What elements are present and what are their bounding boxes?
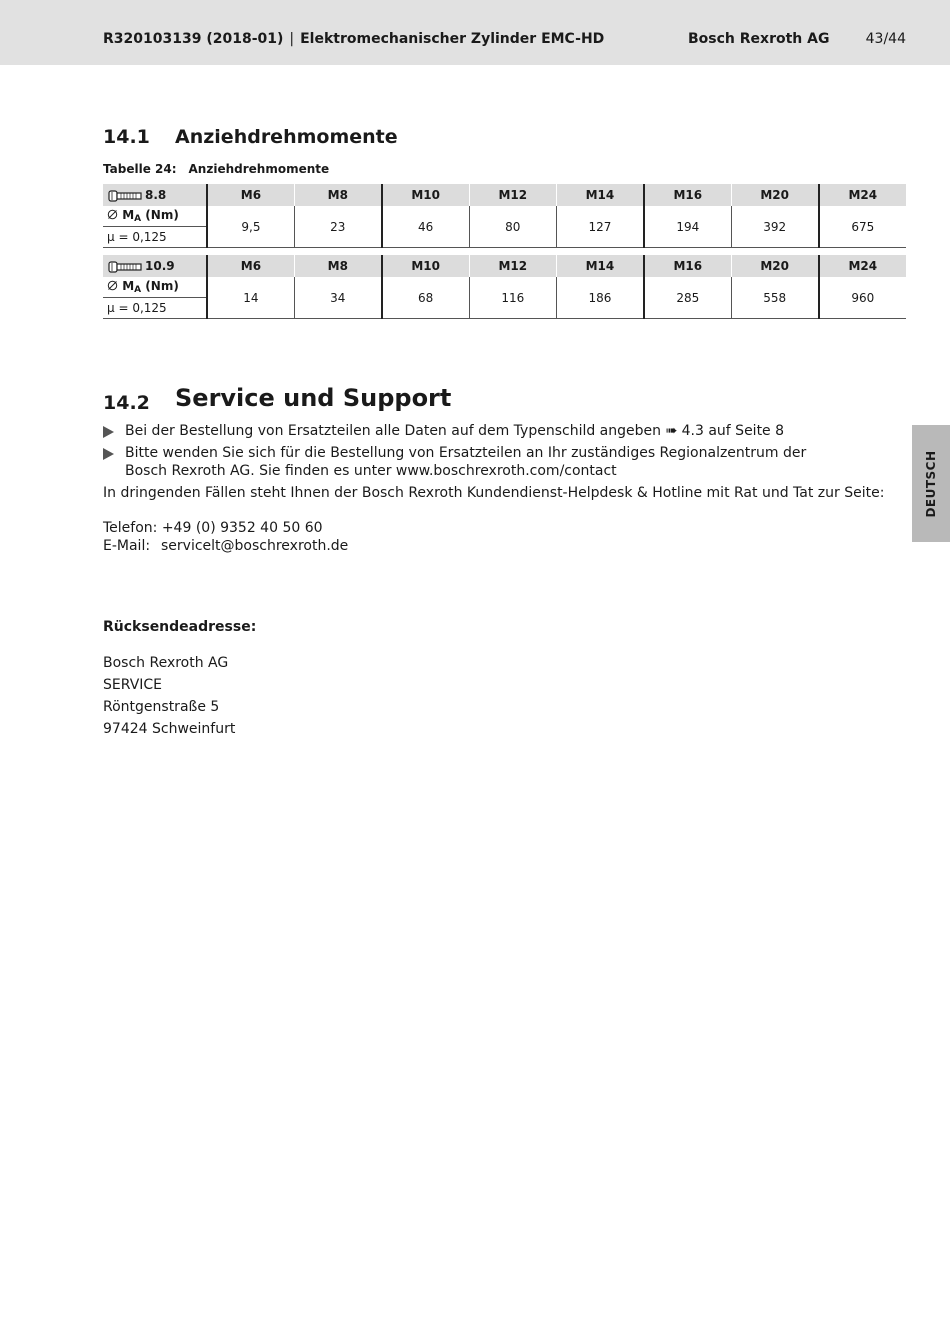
document-id: R320103139 (2018-01): [103, 31, 284, 47]
friction-coefficient: µ = 0,125: [103, 298, 207, 319]
urgent-contact-text: In dringenden Fällen steht Ihnen der Bosch Rexroth Kundendienst-Helpdesk & Hotline mit Rat und Tat zur Seite:: [103, 485, 885, 501]
email-address: servicelt@boschrexroth.de: [161, 538, 349, 554]
torque-value: 960: [819, 277, 906, 319]
table-row: [103, 277, 906, 298]
size-header: M20: [731, 184, 818, 206]
size-header: M16: [644, 184, 731, 206]
table-caption-label: Tabelle 24:: [103, 162, 177, 176]
address-line: SERVICE: [103, 677, 163, 693]
header-separator: |: [289, 31, 295, 47]
torque-value: 34: [294, 277, 381, 319]
size-header: M10: [382, 184, 469, 206]
address-line: Röntgenstraße 5: [103, 699, 220, 715]
bolt-class: 8.8: [145, 188, 167, 202]
size-header: M6: [207, 255, 294, 277]
bolt-icon: [108, 190, 142, 202]
table-header-row: [103, 184, 906, 206]
language-side-tab: [912, 425, 950, 542]
size-header: M8: [294, 184, 381, 206]
torque-value: 186: [557, 277, 644, 319]
torque-value: 194: [644, 206, 731, 248]
header-company: Bosch Rexroth AG: [688, 31, 830, 47]
ma-symbol: M: [122, 208, 135, 222]
torque-value: 46: [382, 206, 469, 248]
phone-number: Telefon: +49 (0) 9352 40 50 60: [103, 520, 323, 536]
size-header: M10: [382, 255, 469, 277]
torque-table-10-9: [103, 255, 906, 319]
page-number: 43/44: [865, 31, 906, 47]
size-header: M12: [469, 255, 556, 277]
bolt-class-cell: [103, 184, 207, 206]
torque-value: 558: [731, 277, 818, 319]
address-line: Bosch Rexroth AG: [103, 655, 229, 671]
bolt-class-cell: [103, 255, 207, 277]
torque-table-8-8: [103, 184, 906, 248]
ma-subscript: A: [134, 285, 142, 295]
section-title: Anziehdrehmomente: [175, 126, 398, 148]
table-caption-name: Anziehdrehmomente: [188, 162, 330, 176]
torque-value: 675: [819, 206, 906, 248]
torque-value: 392: [731, 206, 818, 248]
friction-coefficient: µ = 0,125: [103, 227, 207, 248]
language-label: DEUTSCH: [924, 449, 938, 518]
tightening-torque-label: [103, 277, 207, 298]
torque-value: 80: [469, 206, 556, 248]
torque-value: 9,5: [207, 206, 294, 248]
bullet-triangle-icon: [103, 448, 114, 460]
ma-subscript: A: [134, 214, 142, 224]
table-caption: [103, 162, 329, 176]
size-header: M6: [207, 184, 294, 206]
email-label: E-Mail:: [103, 538, 151, 554]
diameter-symbol: [107, 280, 118, 291]
ma-unit: (Nm): [145, 208, 179, 222]
size-header: M20: [731, 255, 818, 277]
bullet-text: Bitte wenden Sie sich für die Bestellung von Ersatzteilen an Ihr zuständiges Regionalzentrum der Bosch Rexroth AG. Sie finden es unter www.boschrexroth.com/contact: [125, 445, 807, 479]
return-address: [103, 652, 235, 740]
page-header: [0, 0, 950, 65]
bullet-triangle-icon: [103, 426, 114, 438]
bolt-icon: [108, 261, 142, 273]
ma-unit: (Nm): [145, 279, 179, 293]
tightening-torque-label: [103, 206, 207, 227]
document-title: Elektromechanischer Zylinder EMC-HD: [300, 31, 605, 47]
table-row: [103, 206, 906, 227]
section-title: Service und Support: [175, 384, 452, 412]
diameter-symbol: [107, 209, 118, 220]
table-header-row: [103, 255, 906, 277]
torque-value: 23: [294, 206, 381, 248]
torque-value: 14: [207, 277, 294, 319]
size-header: M14: [557, 255, 644, 277]
torque-value: 116: [469, 277, 556, 319]
return-address-heading: Rücksendeadresse:: [103, 619, 257, 635]
email-line: [103, 537, 348, 555]
header-document-info: [103, 31, 604, 47]
torque-value: 285: [644, 277, 731, 319]
torque-value: 127: [557, 206, 644, 248]
section-number: 14.2: [103, 392, 150, 414]
bolt-class: 10.9: [145, 259, 175, 273]
section-number: 14.1: [103, 126, 150, 148]
size-header: M16: [644, 255, 731, 277]
size-header: M12: [469, 184, 556, 206]
bullet-text: Bei der Bestellung von Ersatzteilen alle Daten auf dem Typenschild angeben ➠ 4.3 auf Seite 8: [125, 423, 785, 439]
size-header: M8: [294, 255, 381, 277]
torque-value: 68: [382, 277, 469, 319]
size-header: M24: [819, 184, 906, 206]
size-header: M14: [557, 184, 644, 206]
address-line: 97424 Schweinfurt: [103, 721, 236, 737]
ma-symbol: M: [122, 279, 135, 293]
size-header: M24: [819, 255, 906, 277]
